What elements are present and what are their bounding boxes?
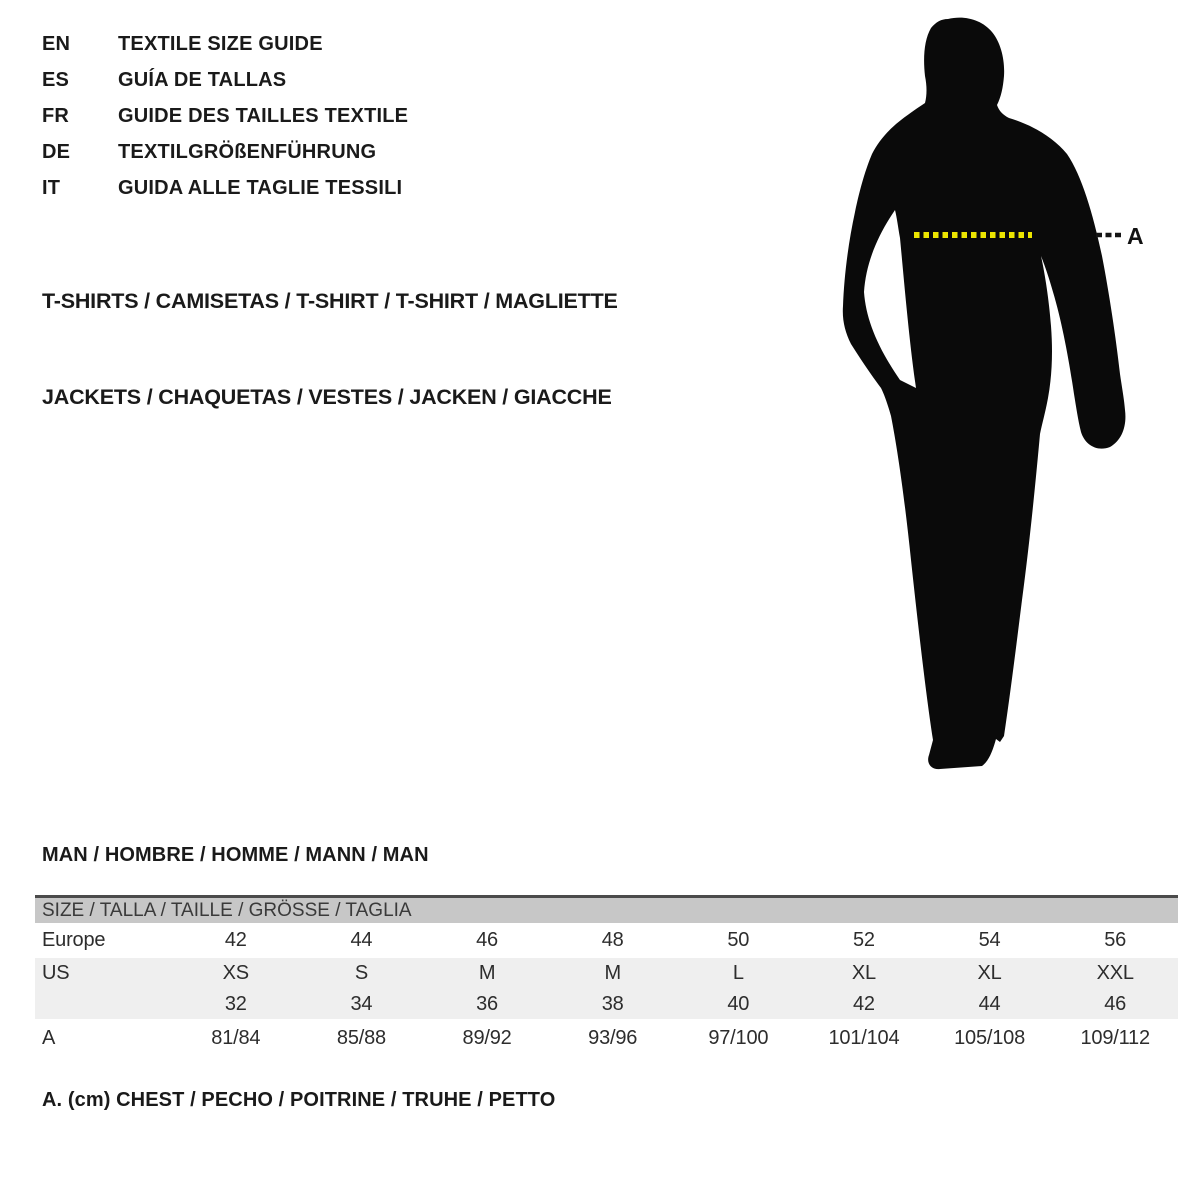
language-code: DE — [42, 140, 71, 163]
size-cell: 42 — [173, 923, 299, 958]
size-cell: 50 — [676, 923, 802, 958]
size-cell: 54 — [927, 923, 1053, 958]
size-cell: 101/104 — [801, 1019, 927, 1058]
language-row-it — [42, 170, 408, 206]
row-label: A — [35, 1019, 173, 1058]
language-code: IT — [42, 176, 61, 199]
size-cell: 85/88 — [299, 1019, 425, 1058]
section-title-man: MAN / HOMBRE / HOMME / MANN / MAN — [42, 844, 429, 866]
size-cell: 97/100 — [676, 1019, 802, 1058]
size-cell: 32 — [173, 989, 299, 1019]
man-silhouette — [843, 18, 1126, 769]
language-list — [42, 26, 408, 206]
size-cell: 52 — [801, 923, 927, 958]
language-row-de — [42, 134, 408, 170]
table-row-us — [35, 958, 1178, 989]
table-row-alt-size — [35, 989, 1178, 1019]
category-list — [42, 221, 618, 477]
size-cell: M — [424, 958, 550, 989]
language-title: GUIDA ALLE TAGLIE TESSILI — [118, 176, 403, 199]
table-row-europe — [35, 923, 1178, 958]
category-line-jackets: JACKETS / CHAQUETAS / VESTES / JACKEN / GIACCHE — [42, 385, 612, 409]
row-label: US — [35, 958, 173, 989]
language-code: ES — [42, 68, 70, 91]
size-cell: XL — [801, 958, 927, 989]
language-title: GUÍA DE TALLAS — [118, 68, 287, 91]
size-cell: 109/112 — [1052, 1019, 1178, 1058]
category-line-tshirts: T-SHIRTS / CAMISETAS / T-SHIRT / T-SHIRT / MAGLIETTE — [42, 289, 618, 313]
size-cell: 48 — [550, 923, 676, 958]
size-cell: 42 — [801, 989, 927, 1019]
size-cell: 40 — [676, 989, 802, 1019]
size-cell: XS — [173, 958, 299, 989]
table-row-chest-cm — [35, 1019, 1178, 1058]
language-code: FR — [42, 104, 70, 127]
size-cell: 44 — [299, 923, 425, 958]
size-cell: S — [299, 958, 425, 989]
size-cell: 34 — [299, 989, 425, 1019]
size-cell: L — [676, 958, 802, 989]
size-cell: 89/92 — [424, 1019, 550, 1058]
size-cell: M — [550, 958, 676, 989]
language-title: TEXTILGRÖßENFÜHRUNG — [118, 140, 377, 163]
size-cell: XL — [927, 958, 1053, 989]
size-cell: 93/96 — [550, 1019, 676, 1058]
size-cell: 38 — [550, 989, 676, 1019]
language-row-fr — [42, 98, 408, 134]
size-cell: 105/108 — [927, 1019, 1053, 1058]
row-label: Europe — [35, 923, 173, 958]
size-cell: XXL — [1052, 958, 1178, 989]
language-title: TEXTILE SIZE GUIDE — [118, 32, 323, 55]
language-title: GUIDE DES TAILLES TEXTILE — [118, 104, 409, 127]
left-arm-gap — [864, 210, 916, 388]
language-row-en — [42, 26, 408, 62]
size-cell: 46 — [1052, 989, 1178, 1019]
size-cell: 81/84 — [173, 1019, 299, 1058]
size-cell: 44 — [927, 989, 1053, 1019]
size-table — [35, 895, 1178, 1058]
row-label — [35, 989, 173, 1019]
language-row-es — [42, 62, 408, 98]
measure-footnote: A. (cm) CHEST / PECHO / POITRINE / TRUHE / PETTO — [42, 1089, 556, 1111]
size-table-header-row — [35, 897, 1178, 924]
language-code: EN — [42, 32, 71, 55]
size-cell: 56 — [1052, 923, 1178, 958]
size-cell: 46 — [424, 923, 550, 958]
size-table-header: SIZE / TALLA / TAILLE / GRÖSSE / TAGLIA — [35, 897, 1178, 924]
measure-label-a: A — [1127, 223, 1144, 249]
size-cell: 36 — [424, 989, 550, 1019]
